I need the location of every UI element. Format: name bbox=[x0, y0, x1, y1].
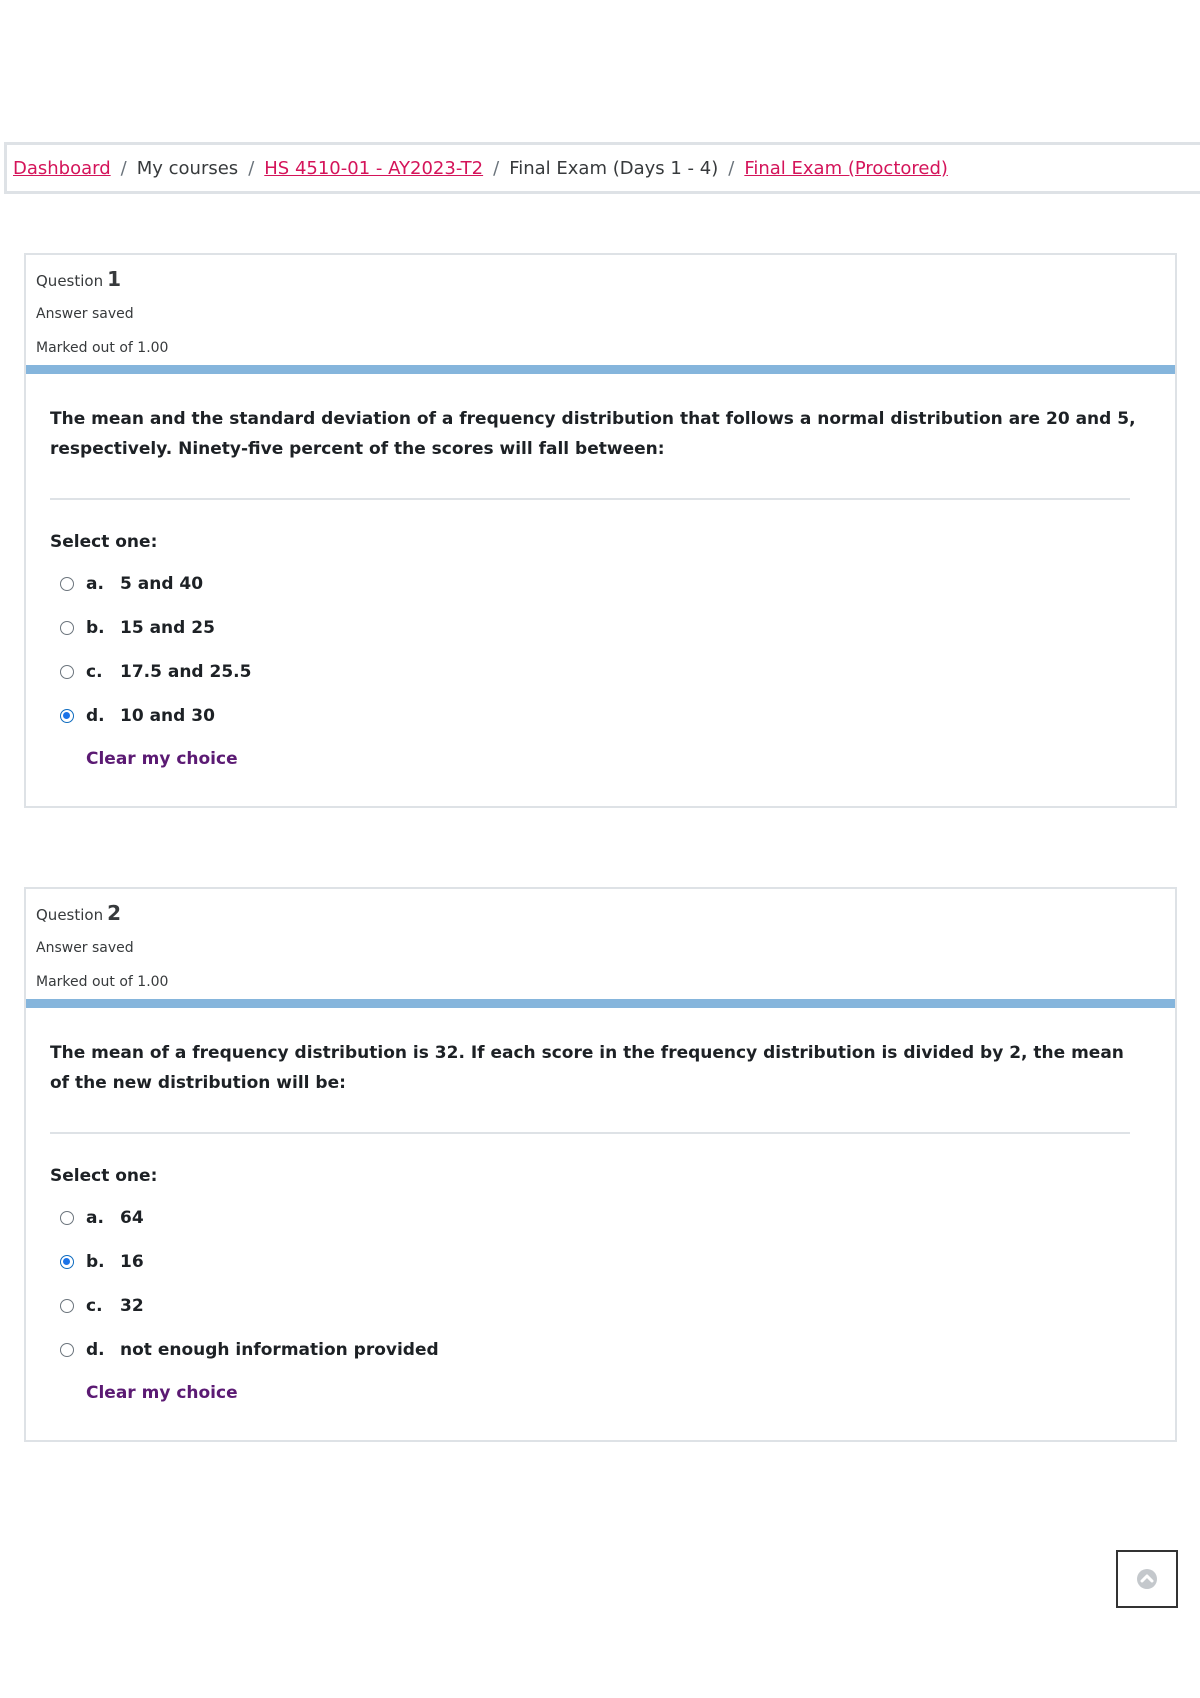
select-prompt: Select one: bbox=[50, 532, 158, 552]
option-letter: d. bbox=[86, 1340, 105, 1360]
question-label: Question bbox=[36, 906, 104, 924]
radio-button-selected[interactable] bbox=[60, 709, 74, 723]
breadcrumb-separator: / bbox=[120, 157, 127, 179]
option-text[interactable]: not enough information provided bbox=[120, 1340, 439, 1360]
radio-button[interactable] bbox=[60, 1211, 74, 1225]
option-text[interactable]: 32 bbox=[120, 1296, 144, 1316]
option-text[interactable]: 17.5 and 25.5 bbox=[120, 662, 252, 682]
radio-button[interactable] bbox=[60, 1299, 74, 1313]
option-letter: b. bbox=[86, 618, 105, 638]
radio-button[interactable] bbox=[60, 621, 74, 635]
option-text[interactable]: 10 and 30 bbox=[120, 706, 215, 726]
option-letter: c. bbox=[86, 1296, 103, 1316]
clear-choice-link[interactable]: Clear my choice bbox=[86, 749, 238, 769]
clear-choice-link[interactable]: Clear my choice bbox=[86, 1383, 238, 1403]
answer-option-b[interactable] bbox=[60, 606, 251, 650]
question-number: 2 bbox=[107, 901, 122, 925]
answer-list bbox=[60, 562, 251, 738]
answer-option-c[interactable] bbox=[60, 650, 251, 694]
question-state: Answer saved bbox=[36, 306, 134, 322]
question-text: The mean of a frequency distribution is 32. If each score in the frequency distribution is divided by 2, the mean of the new distribution will be: bbox=[50, 1043, 1124, 1093]
question-card-1 bbox=[24, 253, 1177, 808]
radio-button-selected[interactable] bbox=[60, 1255, 74, 1269]
breadcrumb-quiz-link[interactable]: Final Exam (Proctored) bbox=[744, 157, 948, 179]
breadcrumb-my-courses: My courses bbox=[136, 157, 239, 179]
breadcrumb-final-exam-section: Final Exam (Days 1 - 4) bbox=[509, 157, 719, 179]
question-state: Answer saved bbox=[36, 940, 134, 956]
question-grade: Marked out of 1.00 bbox=[36, 340, 169, 356]
breadcrumb-separator: / bbox=[728, 157, 735, 179]
option-letter: a. bbox=[86, 574, 104, 594]
breadcrumb-separator: / bbox=[493, 157, 500, 179]
question-formulation bbox=[26, 999, 1175, 1440]
option-text[interactable]: 5 and 40 bbox=[120, 574, 204, 594]
question-formulation bbox=[26, 365, 1175, 806]
question-info bbox=[36, 901, 168, 999]
question-grade: Marked out of 1.00 bbox=[36, 974, 169, 990]
option-text[interactable]: 15 and 25 bbox=[120, 618, 215, 638]
option-text[interactable]: 16 bbox=[120, 1252, 144, 1272]
question-card-2 bbox=[24, 887, 1177, 1442]
radio-button[interactable] bbox=[60, 577, 74, 591]
option-letter: b. bbox=[86, 1252, 105, 1272]
option-letter: d. bbox=[86, 706, 105, 726]
answer-option-d[interactable] bbox=[60, 1328, 439, 1372]
chevron-up-circle-icon bbox=[1136, 1568, 1158, 1590]
question-label: Question bbox=[36, 272, 104, 290]
question-number: 1 bbox=[107, 267, 122, 291]
question-info bbox=[36, 267, 168, 365]
radio-button[interactable] bbox=[60, 1343, 74, 1357]
question-divider bbox=[50, 498, 1130, 500]
question-text: The mean and the standard deviation of a frequency distribution that follows a normal distribution are 20 and 5, respectively. Ninety-five percent of the scores will fall between: bbox=[50, 409, 1136, 459]
answer-option-c[interactable] bbox=[60, 1284, 439, 1328]
option-letter: a. bbox=[86, 1208, 104, 1228]
breadcrumb bbox=[4, 142, 1200, 194]
answer-option-b[interactable] bbox=[60, 1240, 439, 1284]
breadcrumb-separator: / bbox=[248, 157, 255, 179]
breadcrumb-course-link[interactable]: HS 4510-01 - AY2023-T2 bbox=[264, 157, 484, 179]
answer-option-d[interactable] bbox=[60, 694, 251, 738]
question-divider bbox=[50, 1132, 1130, 1134]
option-letter: c. bbox=[86, 662, 103, 682]
radio-button[interactable] bbox=[60, 665, 74, 679]
breadcrumb-dashboard-link[interactable]: Dashboard bbox=[13, 157, 111, 179]
back-to-top-button[interactable] bbox=[1116, 1550, 1178, 1608]
answer-list bbox=[60, 1196, 439, 1372]
select-prompt: Select one: bbox=[50, 1166, 158, 1186]
option-text[interactable]: 64 bbox=[120, 1208, 144, 1228]
answer-option-a[interactable] bbox=[60, 1196, 439, 1240]
answer-option-a[interactable] bbox=[60, 562, 251, 606]
